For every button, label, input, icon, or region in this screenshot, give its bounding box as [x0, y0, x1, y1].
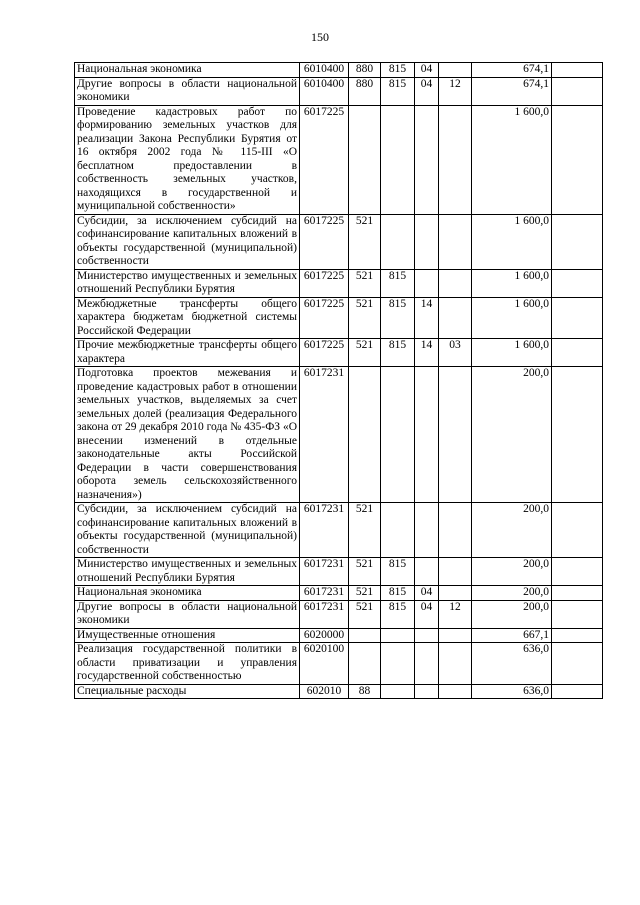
table-row: [75, 600, 603, 628]
empty-cell: [552, 586, 603, 601]
expense-type-cell: 521: [349, 269, 381, 297]
row-name-cell: Прочие межбюджетные трансферты общего характера: [75, 339, 300, 367]
amount-cell: 674,1: [472, 63, 552, 78]
ministry-code-cell: [381, 503, 415, 558]
section-code-cell: [415, 269, 439, 297]
table-row: [75, 63, 603, 78]
subsection-code-cell: [439, 643, 472, 685]
expense-type-cell: 521: [349, 600, 381, 628]
section-code-cell: [415, 367, 439, 503]
target-code-cell: 602010: [300, 684, 349, 699]
ministry-code-cell: [381, 643, 415, 685]
expense-type-cell: 521: [349, 586, 381, 601]
target-code-cell: 6017231: [300, 558, 349, 586]
table-row: [75, 684, 603, 699]
section-code-cell: [415, 558, 439, 586]
row-name-cell: Реализация государственной политики в области приватизации и управления государственной собственностью: [75, 643, 300, 685]
section-code-cell: 04: [415, 586, 439, 601]
amount-cell: 636,0: [472, 684, 552, 699]
target-code-cell: 6017225: [300, 297, 349, 339]
subsection-code-cell: [439, 628, 472, 643]
ministry-code-cell: [381, 214, 415, 269]
expense-type-cell: 521: [349, 503, 381, 558]
expense-type-cell: 88: [349, 684, 381, 699]
table-row: [75, 643, 603, 685]
table-row: [75, 628, 603, 643]
empty-cell: [552, 63, 603, 78]
target-code-cell: 6020000: [300, 628, 349, 643]
budget-table: [74, 62, 603, 699]
expense-type-cell: 880: [349, 63, 381, 78]
empty-cell: [552, 77, 603, 105]
target-code-cell: 6010400: [300, 63, 349, 78]
target-code-cell: 6017225: [300, 269, 349, 297]
section-code-cell: 14: [415, 297, 439, 339]
row-name-cell: Имущественные отношения: [75, 628, 300, 643]
ministry-code-cell: [381, 684, 415, 699]
table-row: [75, 558, 603, 586]
row-name-cell: Министерство имущественных и земельных отношений Республики Бурятия: [75, 558, 300, 586]
row-name-cell: Подготовка проектов межевания и проведение кадастровых работ в отношении земельных участков, выделяемых за счет земельных долей (реализация Федерального закона от 29 декабря 2010 года № 435-ФЗ «О внесении изменений в отдельные законодательные акты Российской Федерации в части совершенствования оборота земель сельскохозяйственного назначения»): [75, 367, 300, 503]
amount-cell: 200,0: [472, 558, 552, 586]
ministry-code-cell: [381, 628, 415, 643]
empty-cell: [552, 269, 603, 297]
table-row: [75, 367, 603, 503]
expense-type-cell: [349, 367, 381, 503]
row-name-cell: Другие вопросы в области национальной экономики: [75, 600, 300, 628]
target-code-cell: 6010400: [300, 77, 349, 105]
amount-cell: 1 600,0: [472, 269, 552, 297]
empty-cell: [552, 214, 603, 269]
ministry-code-cell: 815: [381, 297, 415, 339]
subsection-code-cell: [439, 105, 472, 214]
target-code-cell: 6017225: [300, 105, 349, 214]
ministry-code-cell: 815: [381, 269, 415, 297]
row-name-cell: Министерство имущественных и земельных отношений Республики Бурятия: [75, 269, 300, 297]
expense-type-cell: 880: [349, 77, 381, 105]
subsection-code-cell: [439, 63, 472, 78]
expense-type-cell: [349, 628, 381, 643]
section-code-cell: [415, 628, 439, 643]
subsection-code-cell: [439, 269, 472, 297]
table-row: [75, 586, 603, 601]
row-name-cell: Субсидии, за исключением субсидий на софинансирование капитальных вложений в объекты государственной (муниципальной) собственности: [75, 503, 300, 558]
target-code-cell: 6017225: [300, 339, 349, 367]
amount-cell: 200,0: [472, 586, 552, 601]
table-row: [75, 339, 603, 367]
expense-type-cell: [349, 105, 381, 214]
table-row: [75, 77, 603, 105]
table-row: [75, 269, 603, 297]
subsection-code-cell: [439, 503, 472, 558]
section-code-cell: 04: [415, 600, 439, 628]
table-row: [75, 214, 603, 269]
subsection-code-cell: [439, 684, 472, 699]
table-row: [75, 503, 603, 558]
section-code-cell: 04: [415, 63, 439, 78]
empty-cell: [552, 684, 603, 699]
section-code-cell: [415, 503, 439, 558]
amount-cell: 667,1: [472, 628, 552, 643]
row-name-cell: Проведение кадастровых работ по формированию земельных участков для реализации Закона Республики Бурятия от 16 октября 2002 года № 115-III «О бесплатном предоставлении в собственность земельных участков, находящихся в государственной и муниципальной собственности»: [75, 105, 300, 214]
ministry-code-cell: 815: [381, 339, 415, 367]
subsection-code-cell: [439, 297, 472, 339]
target-code-cell: 6020100: [300, 643, 349, 685]
table-body: [75, 63, 603, 699]
target-code-cell: 6017231: [300, 367, 349, 503]
amount-cell: 636,0: [472, 643, 552, 685]
row-name-cell: Другие вопросы в области национальной экономики: [75, 77, 300, 105]
page-number: 150: [311, 30, 329, 44]
section-code-cell: 04: [415, 77, 439, 105]
ministry-code-cell: [381, 367, 415, 503]
table-row: [75, 297, 603, 339]
section-code-cell: [415, 643, 439, 685]
target-code-cell: 6017225: [300, 214, 349, 269]
subsection-code-cell: 12: [439, 600, 472, 628]
row-name-cell: Межбюджетные трансферты общего характера бюджетам бюджетной системы Российской Федерации: [75, 297, 300, 339]
target-code-cell: 6017231: [300, 503, 349, 558]
section-code-cell: 14: [415, 339, 439, 367]
amount-cell: 1 600,0: [472, 105, 552, 214]
subsection-code-cell: [439, 586, 472, 601]
amount-cell: 1 600,0: [472, 297, 552, 339]
empty-cell: [552, 339, 603, 367]
empty-cell: [552, 600, 603, 628]
section-code-cell: [415, 684, 439, 699]
ministry-code-cell: 815: [381, 586, 415, 601]
row-name-cell: Национальная экономика: [75, 586, 300, 601]
expense-type-cell: 521: [349, 558, 381, 586]
amount-cell: 1 600,0: [472, 339, 552, 367]
row-name-cell: Специальные расходы: [75, 684, 300, 699]
empty-cell: [552, 628, 603, 643]
amount-cell: 674,1: [472, 77, 552, 105]
subsection-code-cell: [439, 214, 472, 269]
expense-type-cell: 521: [349, 339, 381, 367]
empty-cell: [552, 643, 603, 685]
section-code-cell: [415, 214, 439, 269]
empty-cell: [552, 558, 603, 586]
expense-type-cell: [349, 643, 381, 685]
target-code-cell: 6017231: [300, 586, 349, 601]
empty-cell: [552, 503, 603, 558]
ministry-code-cell: 815: [381, 600, 415, 628]
amount-cell: 200,0: [472, 600, 552, 628]
amount-cell: 200,0: [472, 503, 552, 558]
ministry-code-cell: 815: [381, 77, 415, 105]
subsection-code-cell: 03: [439, 339, 472, 367]
empty-cell: [552, 105, 603, 214]
ministry-code-cell: 815: [381, 558, 415, 586]
amount-cell: 1 600,0: [472, 214, 552, 269]
empty-cell: [552, 297, 603, 339]
amount-cell: 200,0: [472, 367, 552, 503]
section-code-cell: [415, 105, 439, 214]
ministry-code-cell: 815: [381, 63, 415, 78]
subsection-code-cell: 12: [439, 77, 472, 105]
row-name-cell: Субсидии, за исключением субсидий на софинансирование капитальных вложений в объекты государственной (муниципальной) собственности: [75, 214, 300, 269]
expense-type-cell: 521: [349, 214, 381, 269]
row-name-cell: Национальная экономика: [75, 63, 300, 78]
subsection-code-cell: [439, 367, 472, 503]
ministry-code-cell: [381, 105, 415, 214]
table-row: [75, 105, 603, 214]
expense-type-cell: 521: [349, 297, 381, 339]
empty-cell: [552, 367, 603, 503]
subsection-code-cell: [439, 558, 472, 586]
target-code-cell: 6017231: [300, 600, 349, 628]
